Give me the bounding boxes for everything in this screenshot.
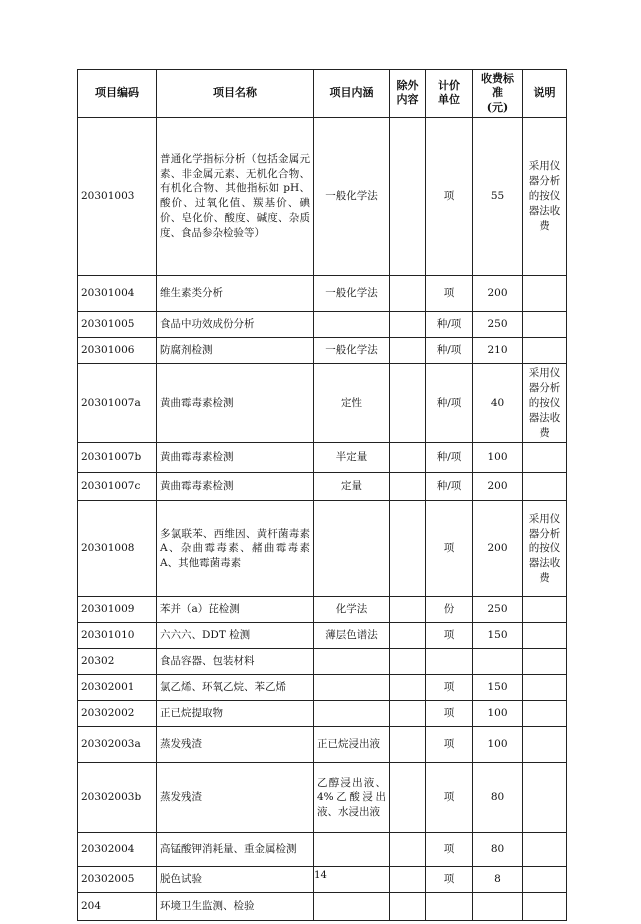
header-row (78, 70, 567, 118)
cell-code: 20301007c (78, 473, 157, 501)
cell-price: 80 (473, 763, 523, 833)
cell-price: 200 (473, 275, 523, 311)
cell-content: 乙醇浸出液、4%乙酸浸出液、水浸出液 (314, 763, 390, 833)
cell-note (523, 763, 567, 833)
header-price (473, 70, 523, 118)
table-row (78, 623, 567, 649)
cell-content: 正已烷浸出液 (314, 727, 390, 763)
cell-content: 薄层色谱法 (314, 623, 390, 649)
cell-unit (426, 649, 473, 675)
table-row (78, 597, 567, 623)
header-except (390, 70, 426, 118)
table-row (78, 473, 567, 501)
cell-except (390, 675, 426, 701)
cell-content: 定量 (314, 473, 390, 501)
table-row (78, 833, 567, 867)
cell-note (523, 337, 567, 363)
cell-code: 20301008 (78, 501, 157, 597)
cell-content (314, 675, 390, 701)
cell-content: 一般化学法 (314, 337, 390, 363)
cell-unit: 种/项 (426, 443, 473, 473)
table-row (78, 701, 567, 727)
cell-except (390, 597, 426, 623)
cell-name: 多氯联苯、西维因、黄杆菌毒素 A、杂曲霉毒素、赭曲霉毒素 A、其他霉菌毒素 (157, 501, 314, 597)
cell-name: 黄曲霉毒素检测 (157, 473, 314, 501)
cell-except (390, 727, 426, 763)
cell-note: 采用仪器分析的按仪器法收费 (523, 117, 567, 275)
table-row (78, 649, 567, 675)
cell-name: 普通化学指标分析（包括金属元素、非金属元素、无机化合物、有机化合物、其他指标如 pH、酸价、过氧化值、羰基价、碘价、皂化价、酸度、碱度、杂质度、食品参杂检验等） (157, 117, 314, 275)
header-except-line2: 内容 (396, 93, 419, 107)
cell-price (473, 649, 523, 675)
cell-price (473, 893, 523, 921)
cell-except (390, 117, 426, 275)
table-row (78, 675, 567, 701)
cell-price: 210 (473, 337, 523, 363)
cell-code: 20301003 (78, 117, 157, 275)
cell-except (390, 893, 426, 921)
cell-name: 食品容器、包装材料 (157, 649, 314, 675)
cell-unit: 项 (426, 867, 473, 893)
cell-code: 20302001 (78, 675, 157, 701)
cell-unit: 项 (426, 763, 473, 833)
cell-note (523, 623, 567, 649)
cell-unit: 项 (426, 275, 473, 311)
cell-name: 六六六、DDT 检测 (157, 623, 314, 649)
cell-note (523, 275, 567, 311)
cell-name: 高锰酸钾消耗量、重金属检测 (157, 833, 314, 867)
table-row (78, 363, 567, 443)
cell-note (523, 597, 567, 623)
cell-content (314, 893, 390, 921)
cell-except (390, 649, 426, 675)
fee-table (77, 69, 567, 921)
cell-note (523, 443, 567, 473)
cell-unit: 项 (426, 117, 473, 275)
cell-name: 食品中功效成份分析 (157, 311, 314, 337)
header-code: 项目编码 (78, 70, 157, 118)
cell-content: 一般化学法 (314, 275, 390, 311)
cell-content (314, 501, 390, 597)
cell-price: 40 (473, 363, 523, 443)
table-row (78, 727, 567, 763)
cell-except (390, 763, 426, 833)
cell-unit: 项 (426, 501, 473, 597)
cell-price: 150 (473, 623, 523, 649)
cell-content: 定性 (314, 363, 390, 443)
cell-unit: 种/项 (426, 363, 473, 443)
cell-except (390, 363, 426, 443)
header-price-line1: 收费标准 (481, 72, 514, 100)
cell-code: 20301009 (78, 597, 157, 623)
cell-unit (426, 893, 473, 921)
cell-unit: 项 (426, 623, 473, 649)
cell-name: 脱色试验 (157, 867, 314, 893)
cell-code: 20301010 (78, 623, 157, 649)
table-row (78, 117, 567, 275)
cell-code: 20301007a (78, 363, 157, 443)
cell-code: 204 (78, 893, 157, 921)
cell-content: 半定量 (314, 443, 390, 473)
cell-content (314, 649, 390, 675)
cell-unit: 份 (426, 597, 473, 623)
table-row (78, 443, 567, 473)
header-unit-line1: 计价 (438, 79, 460, 93)
cell-note: 采用仪器分析的按仪器法收费 (523, 363, 567, 443)
cell-price: 100 (473, 443, 523, 473)
cell-note (523, 727, 567, 763)
cell-name: 维生素类分析 (157, 275, 314, 311)
cell-content (314, 701, 390, 727)
cell-name: 蒸发残渣 (157, 727, 314, 763)
cell-name: 苯并（a）芘检测 (157, 597, 314, 623)
cell-price: 100 (473, 701, 523, 727)
cell-price: 100 (473, 727, 523, 763)
header-price-line2: (元) (486, 100, 509, 114)
table-row (78, 275, 567, 311)
cell-name: 黄曲霉毒素检测 (157, 363, 314, 443)
cell-note (523, 893, 567, 921)
cell-code: 20302003b (78, 763, 157, 833)
cell-except (390, 473, 426, 501)
cell-except (390, 833, 426, 867)
cell-note: 采用仪器分析的按仪器法收费 (523, 501, 567, 597)
cell-price: 150 (473, 675, 523, 701)
table-row (78, 763, 567, 833)
cell-note (523, 311, 567, 337)
cell-content: 一般化学法 (314, 117, 390, 275)
header-except-line1: 除外 (396, 79, 419, 93)
cell-name: 蒸发残渣 (157, 763, 314, 833)
table-row (78, 501, 567, 597)
cell-unit: 项 (426, 701, 473, 727)
cell-except (390, 337, 426, 363)
cell-price: 200 (473, 501, 523, 597)
cell-content (314, 833, 390, 867)
cell-price: 200 (473, 473, 523, 501)
header-name: 项目名称 (157, 70, 314, 118)
cell-name: 环境卫生监测、检验 (157, 893, 314, 921)
cell-code: 20302005 (78, 867, 157, 893)
cell-content: 化学法 (314, 597, 390, 623)
cell-price: 250 (473, 311, 523, 337)
table-row (78, 311, 567, 337)
cell-note (523, 649, 567, 675)
cell-except (390, 623, 426, 649)
cell-name: 正已烷提取物 (157, 701, 314, 727)
cell-note (523, 675, 567, 701)
cell-note (523, 701, 567, 727)
cell-name: 氯乙烯、环氧乙烷、苯乙烯 (157, 675, 314, 701)
cell-except (390, 443, 426, 473)
cell-code: 20301007b (78, 443, 157, 473)
cell-name: 防腐剂检测 (157, 337, 314, 363)
cell-code: 20302004 (78, 833, 157, 867)
cell-note (523, 833, 567, 867)
cell-code: 20301005 (78, 311, 157, 337)
cell-unit: 项 (426, 727, 473, 763)
cell-unit: 项 (426, 675, 473, 701)
cell-code: 20301004 (78, 275, 157, 311)
cell-unit: 种/项 (426, 337, 473, 363)
cell-code: 20301006 (78, 337, 157, 363)
cell-except (390, 311, 426, 337)
cell-price: 250 (473, 597, 523, 623)
cell-price: 55 (473, 117, 523, 275)
header-content: 项目内涵 (314, 70, 390, 118)
cell-name: 黄曲霉毒素检测 (157, 443, 314, 473)
cell-code: 20302003a (78, 727, 157, 763)
cell-unit: 种/项 (426, 311, 473, 337)
cell-price: 80 (473, 833, 523, 867)
header-unit (426, 70, 473, 118)
table-row (78, 893, 567, 921)
cell-except (390, 701, 426, 727)
header-note: 说明 (523, 70, 567, 118)
cell-note (523, 473, 567, 501)
cell-unit: 项 (426, 833, 473, 867)
cell-content (314, 311, 390, 337)
cell-except (390, 275, 426, 311)
header-unit-line2: 单位 (438, 93, 460, 107)
table-row (78, 337, 567, 363)
page-number: 14 (314, 870, 327, 881)
cell-code: 20302 (78, 649, 157, 675)
cell-except (390, 501, 426, 597)
cell-code: 20302002 (78, 701, 157, 727)
cell-unit: 种/项 (426, 473, 473, 501)
cell-price: 8 (473, 867, 523, 893)
